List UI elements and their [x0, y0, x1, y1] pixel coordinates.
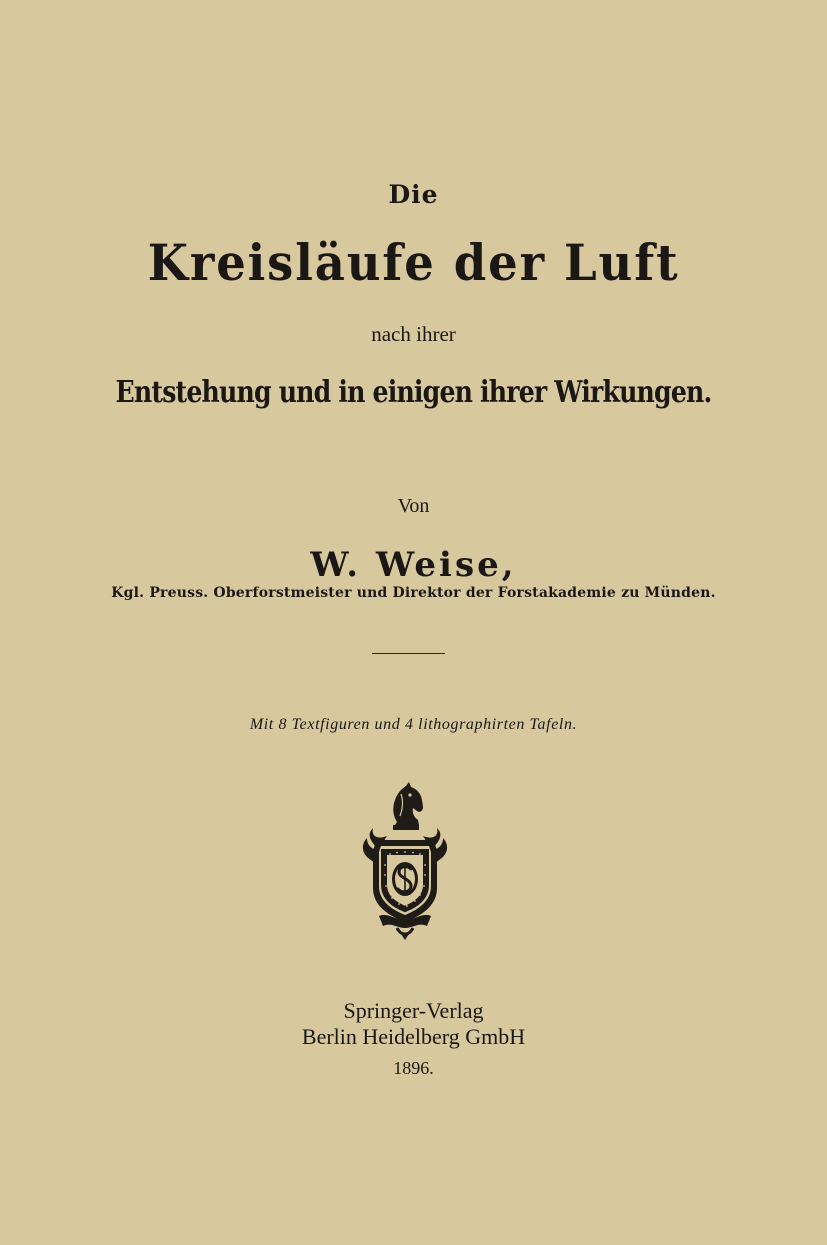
book-title: Kreisläufe der Luft — [147, 233, 680, 292]
author-position: Kgl. Preuss. Oberforstmeister und Direktor der Forstakademie zu Münden. — [111, 585, 716, 601]
divider-rule — [372, 653, 445, 654]
publication-year: 1896. — [393, 1058, 434, 1078]
book-subtitle: Entstehung und in einigen ihrer Wirkungen. — [115, 375, 712, 410]
springer-knight-emblem-icon — [357, 780, 453, 942]
pre-title: Die — [388, 180, 439, 209]
author-name: W. Weise, — [310, 545, 517, 585]
by-label: Von — [397, 495, 430, 517]
publisher-name: Springer-Verlag — [343, 998, 484, 1023]
title-connector: nach ihrer — [371, 322, 456, 346]
publisher-location: Berlin Heidelberg GmbH — [301, 1024, 526, 1049]
figures-note: Mit 8 Textfiguren und 4 lithographirten Tafeln. — [249, 716, 578, 733]
